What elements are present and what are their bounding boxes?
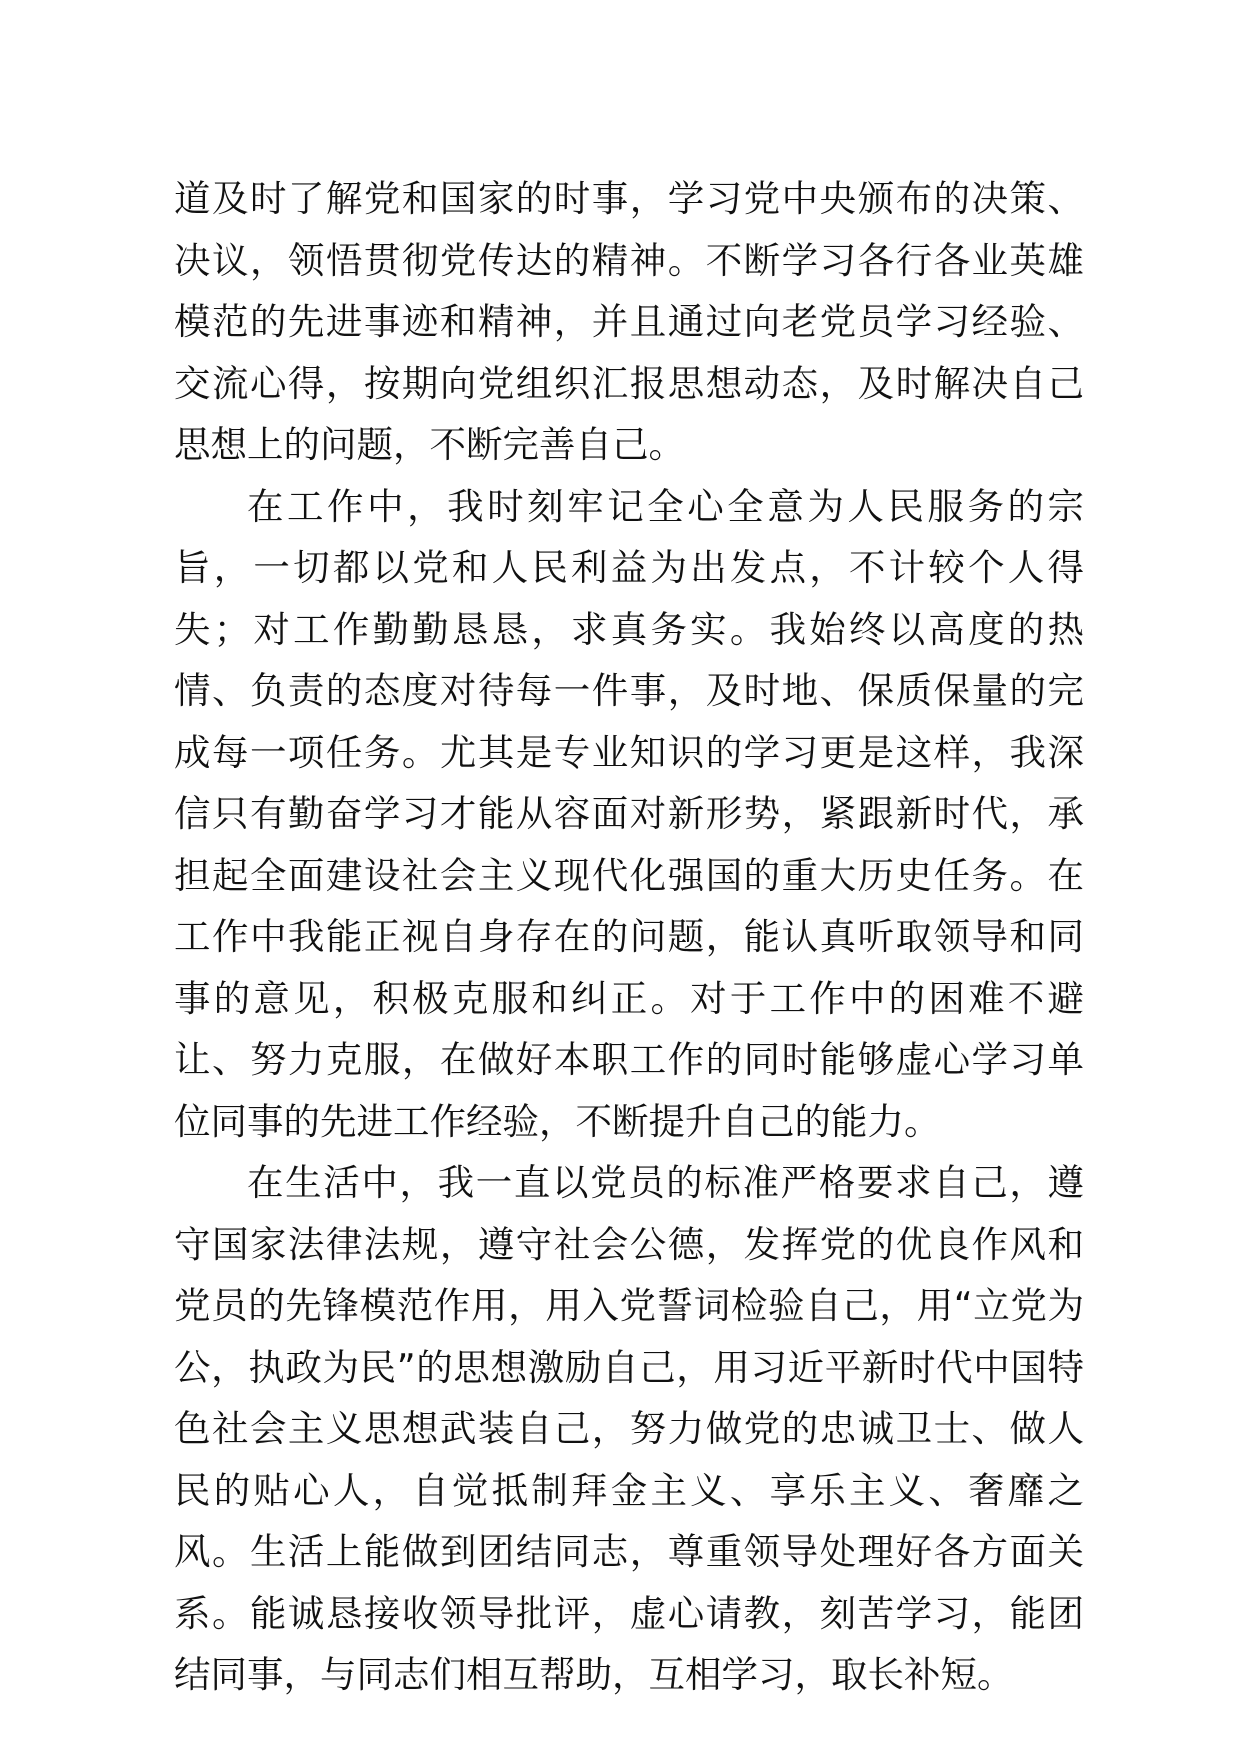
paragraph-work: 在工作中，我时刻牢记全心全意为人民服务的宗旨，一切都以党和人民利益为出发点，不计较个人得失；对工作勤勤恳恳，求真务实。我始终以高度的热情、负责的态度对待每一件事，及时地、保质保量的完成每一项任务。尤其是专业知识的学习更是这样，我深信只有勤奋学习才能从容面对新形势，紧跟新时代，承担起全面建设社会主义现代化强国的重大历史任务。在工作中我能正视自身存在的问题，能认真听取领导和同事的意见，积极克服和纠正。对于工作中的困难不避让、努力克服，在做好本职工作的同时能够虚心学习单位同事的先进工作经验，不断提升自己的能力。 bbox=[174, 484, 1084, 1143]
paragraph-life: 在生活中，我一直以党员的标准严格要求自己，遵守国家法律法规，遵守社会公德，发挥党的优良作风和党员的先锋模范作用，用入党誓词检验自己，用“立党为公，执政为民”的思想激励自己，用习近平新时代中国特色社会主义思想武装自己，努力做党的忠诚卫士、做人民的贴心人，自觉抵制拜金主义、享乐主义、奢靡之风。生活上能做到团结同志，尊重领导处理好各方面关系。能诚恳接收领导批评，虚心请教，刻苦学习，能团结同事，与同志们相互帮助，互相学习，取长补短。 bbox=[174, 1161, 1084, 1696]
paragraph-continuation: 道及时了解党和国家的时事，学习党中央颁布的决策、决议，领悟贯彻党传达的精神。不断学习各行各业英雄模范的先进事迹和精神，并且通过向老党员学习经验、交流心得，按期向党组织汇报思想动态，及时解决自己思想上的问题，不断完善自己。 bbox=[174, 177, 1084, 466]
document-body bbox=[174, 168, 1084, 1706]
